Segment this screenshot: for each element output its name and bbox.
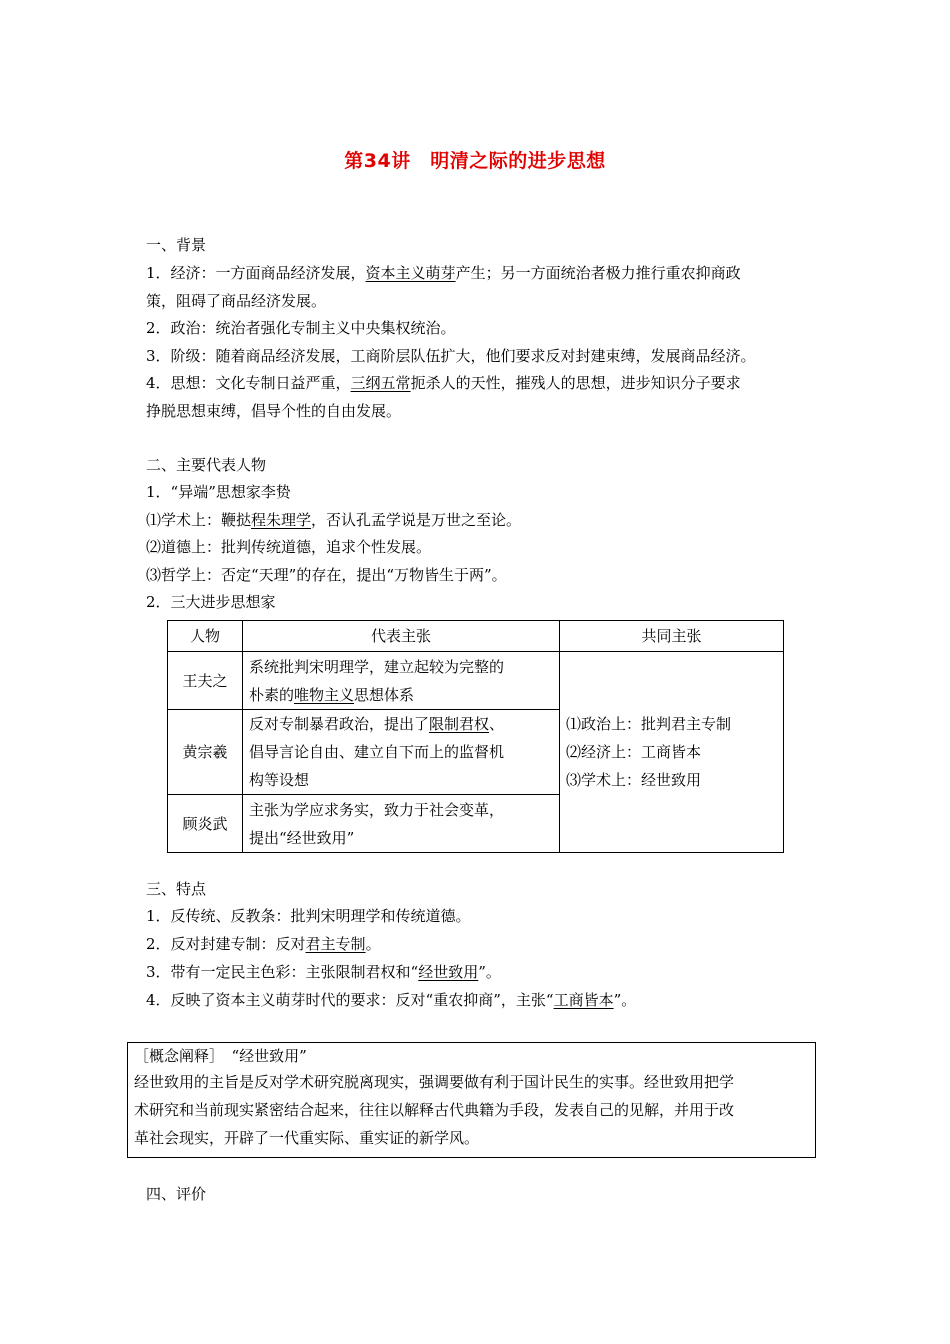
thinker-claims xyxy=(243,710,560,795)
text: 构等设想 xyxy=(249,771,310,789)
table-header: 代表主张 xyxy=(243,621,560,652)
underlined-term: 限制君权 xyxy=(429,715,490,733)
figures-morality: ⑵道德上：批判传统道德，追求个性发展。 xyxy=(146,538,432,556)
text: ⑴学术上：鞭挞 xyxy=(146,511,252,529)
text-line xyxy=(249,710,553,738)
text: 倡导言论自由、建立自下而上的监督机 xyxy=(249,743,505,761)
text: 1．经济：一方面商品经济发展， xyxy=(146,264,366,282)
text: ，否认孔孟学说是万世之至论。 xyxy=(311,511,522,529)
text: 反对专制暴君政治，提出了 xyxy=(249,715,430,733)
thinker-name: 顾炎武 xyxy=(168,795,243,853)
underlined-term: 君主专制 xyxy=(305,935,366,953)
common-claim: ⑴政治上：批判君主专制 xyxy=(566,715,732,733)
concept-box xyxy=(127,1042,816,1158)
thinker-name: 黄宗羲 xyxy=(168,710,243,795)
text: 系统批判宋明理学，建立起较为完整的 xyxy=(249,657,505,676)
concept-label: ［概念阐释］ “经世致用” xyxy=(134,1047,307,1065)
table-header-row xyxy=(168,621,784,652)
concept-text: 术研究和当前现实紧密结合起来，往往以解释古代典籍为手段，发表自己的见解，并用于改 xyxy=(134,1101,735,1119)
underlined-term: 三纲五常 xyxy=(350,374,411,392)
text: 3．带有一定民主色彩：主张限制君权和“ xyxy=(146,963,419,981)
feature-item xyxy=(146,934,381,954)
text: 、 xyxy=(489,715,505,733)
figures-li-zhi: 1．“异端”思想家李贽 xyxy=(146,483,291,501)
section-heading-features: 三、特点 xyxy=(146,880,207,898)
thinker-claims xyxy=(243,652,560,710)
background-economy xyxy=(146,263,741,283)
text: 主张为学应求务实，致力于社会变革， xyxy=(249,800,505,819)
background-thought xyxy=(146,373,741,393)
page-title: 第34讲 明清之际的进步思想 xyxy=(344,150,606,172)
common-claim: ⑶学术上：经世致用 xyxy=(566,771,702,789)
text: 朴素的 xyxy=(249,685,295,704)
text-line xyxy=(249,681,553,709)
common-claims xyxy=(560,652,784,853)
section-heading-figures: 二、主要代表人物 xyxy=(146,456,267,474)
underlined-term: 唯物主义 xyxy=(294,685,355,704)
figures-philosophy: ⑶哲学上：否定“天理”的存在，提出“万物皆生于两”。 xyxy=(146,566,507,584)
background-economy-cont: 策，阻碍了商品经济发展。 xyxy=(146,292,327,310)
table-header: 共同主张 xyxy=(560,621,784,652)
feature-item: 1．反传统、反教条：批判宋明理学和传统道德。 xyxy=(146,907,471,925)
text: 4．反映了资本主义萌芽时代的要求：反对“重农抑商”，主张“ xyxy=(146,991,554,1009)
concept-text: 经世致用的主旨是反对学术研究脱离现实，强调要做有利于国计民生的实事。经世致用把学 xyxy=(134,1073,735,1091)
text: 。 xyxy=(365,935,381,953)
figures-academic xyxy=(146,510,521,530)
text: 提出“经世致用” xyxy=(249,828,355,847)
feature-item xyxy=(146,990,636,1010)
table-row xyxy=(168,652,784,710)
concept-text: 革社会现实，开辟了一代重实际、重实证的新学风。 xyxy=(134,1129,480,1147)
text: 2．反对封建专制：反对 xyxy=(146,935,306,953)
figures-three-thinkers: 2．三大进步思想家 xyxy=(146,593,276,611)
background-thought-cont: 挣脱思想束缚，倡导个性的自由发展。 xyxy=(146,402,402,420)
background-politics: 2．政治：统治者强化专制主义中央集权统治。 xyxy=(146,319,456,337)
thinkers-table xyxy=(167,620,784,853)
section-heading-evaluation: 四、评价 xyxy=(146,1185,207,1203)
section-heading-background: 一、背景 xyxy=(146,236,207,254)
underlined-term: 工商皆本 xyxy=(553,991,614,1009)
text: ”。 xyxy=(478,963,501,981)
common-claim: ⑵经济上：工商皆本 xyxy=(566,743,702,761)
underlined-term: 资本主义萌芽 xyxy=(365,264,456,282)
text: 产生；另一方面统治者极力推行重农抑商政 xyxy=(455,264,741,282)
table-header: 人物 xyxy=(168,621,243,652)
text: 思想体系 xyxy=(354,685,415,704)
text: ”。 xyxy=(613,991,637,1009)
underlined-term: 程朱理学 xyxy=(251,511,312,529)
underlined-term: 经世致用 xyxy=(418,963,479,981)
thinker-name: 王夫之 xyxy=(168,652,243,710)
text: 扼杀人的天性，摧残人的思想，进步知识分子要求 xyxy=(410,374,741,392)
feature-item xyxy=(146,962,501,982)
thinker-claims xyxy=(243,795,560,853)
background-class: 3．阶级：随着商品经济发展，工商阶层队伍扩大，他们要求反对封建束缚，发展商品经济。 xyxy=(146,347,756,365)
text: 4．思想：文化专制日益严重， xyxy=(146,374,351,392)
